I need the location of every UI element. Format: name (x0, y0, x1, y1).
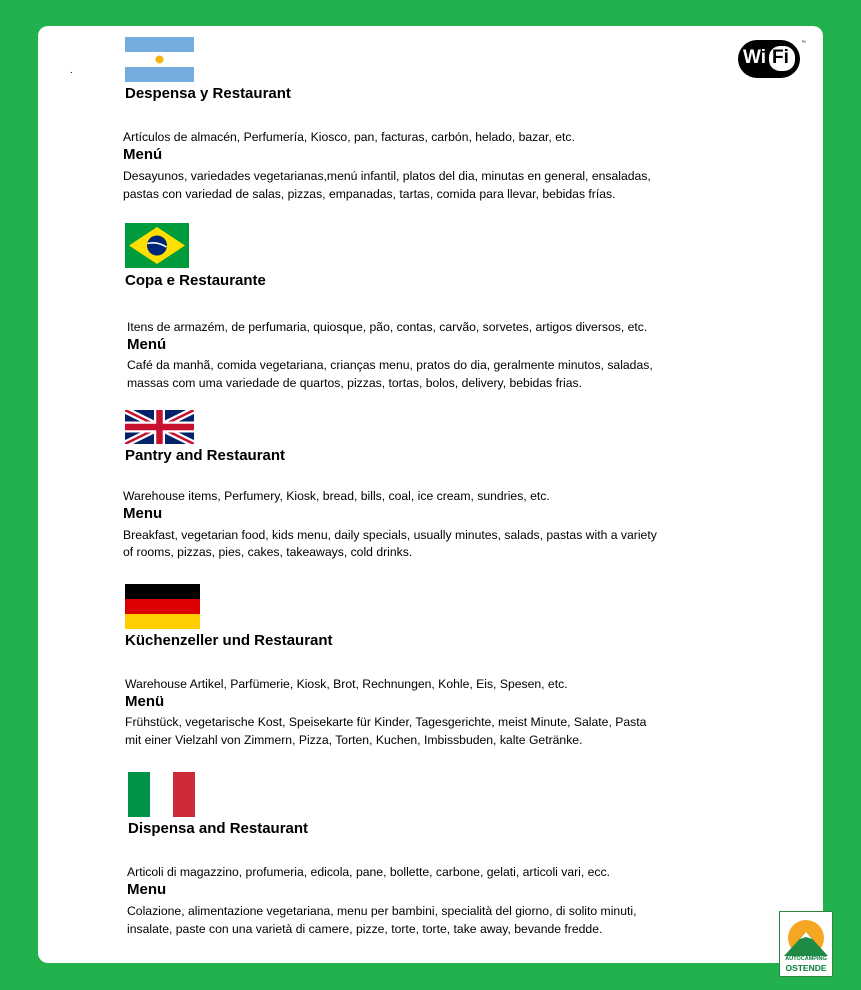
section-title-spanish: Despensa y Restaurant (125, 85, 291, 102)
items-text-german: Warehouse Artikel, Parfümerie, Kiosk, Brot, Rechnungen, Kohle, Eis, Spesen, etc. (125, 677, 568, 691)
menu-heading-german: Menü (125, 693, 165, 710)
section-title-german: Küchenzeller und Restaurant (125, 632, 333, 649)
items-text-english: Warehouse items, Perfumery, Kiosk, bread, bills, coal, ice cream, sundries, etc. (123, 489, 550, 503)
germany-flag-icon (125, 584, 200, 629)
mountain-sun-icon (780, 912, 832, 958)
wifi-trademark: ™ (801, 40, 806, 46)
brazil-flag-icon (125, 223, 189, 268)
menu-line-english-1: Breakfast, vegetarian food, kids menu, daily specials, usually minutes, salads, pastas with a variety (123, 528, 657, 542)
argentina-flag-icon (125, 37, 194, 82)
wifi-wi-text: Wi (743, 47, 767, 68)
menu-line-german-2: mit einer Vielzahl von Zimmern, Pizza, Torten, Kuchen, Imbissbuden, kalte Getränke. (125, 733, 583, 747)
autocamping-logo (779, 911, 833, 977)
items-text-italian: Articoli di magazzino, profumeria, edicola, pane, bollette, carbone, gelati, articoli vari, ecc. (127, 865, 611, 879)
wifi-icon (738, 38, 806, 80)
menu-line-italian-1: Colazione, alimentazione vegetariana, menu per bambini, specialità del giorno, di solito minuti, (127, 904, 637, 918)
menu-heading-english: Menu (123, 505, 163, 522)
uk-flag-icon (125, 410, 194, 444)
menu-line-portuguese-2: massas com uma variedade de quartos, pizzas, tortas, bolos, delivery, bebidas frias. (127, 376, 582, 390)
menu-line-italian-2: insalate, paste con una varietà di camere, pizze, torte, torte, take away, bevande fredde. (127, 922, 603, 936)
section-title-english: Pantry and Restaurant (125, 447, 286, 464)
menu-heading-italian: Menu (127, 881, 167, 898)
menu-line-spanish-2: pastas con variedad de salas, pizzas, empanadas, tartas, comida para llevar, bebidas frías. (123, 187, 616, 201)
logo-text-ostende: OSTENDE (785, 963, 827, 973)
menu-line-german-1: Frühstück, vegetarische Kost, Speisekarte für Kinder, Tagesgerichte, meist Minute, Salate, Pasta (125, 715, 647, 729)
menu-line-english-2: of rooms, pizzas, pies, cakes, takeaways, cold drinks. (123, 545, 413, 559)
menu-line-spanish-1: Desayunos, variedades vegetarianas,menú infantil, platos del dia, minutas en general, ensaladas, (123, 169, 651, 183)
logo-text-autocamping: AUTOCAMPING (785, 956, 827, 962)
menu-line-portuguese-1: Café da manhã, comida vegetariana, crianças menu, pratos do dia, geralmente minutos, saladas, (127, 358, 653, 372)
section-title-italian: Dispensa and Restaurant (128, 820, 309, 837)
wifi-fi-text: Fi (772, 47, 789, 68)
menu-heading-spanish: Menú (123, 146, 163, 163)
menu-heading-portuguese: Menú (127, 336, 167, 353)
items-text-spanish: Artículos de almacén, Perfumería, Kiosco, pan, facturas, carbón, helado, bazar, etc. (123, 130, 575, 144)
section-title-portuguese: Copa e Restaurante (125, 272, 266, 289)
stray-dot: . (70, 65, 73, 76)
italy-flag-icon (128, 772, 195, 817)
items-text-portuguese: Itens de armazém, de perfumaria, quiosque, pão, contas, carvão, sorvetes, artigos diversos, etc. (127, 320, 648, 334)
